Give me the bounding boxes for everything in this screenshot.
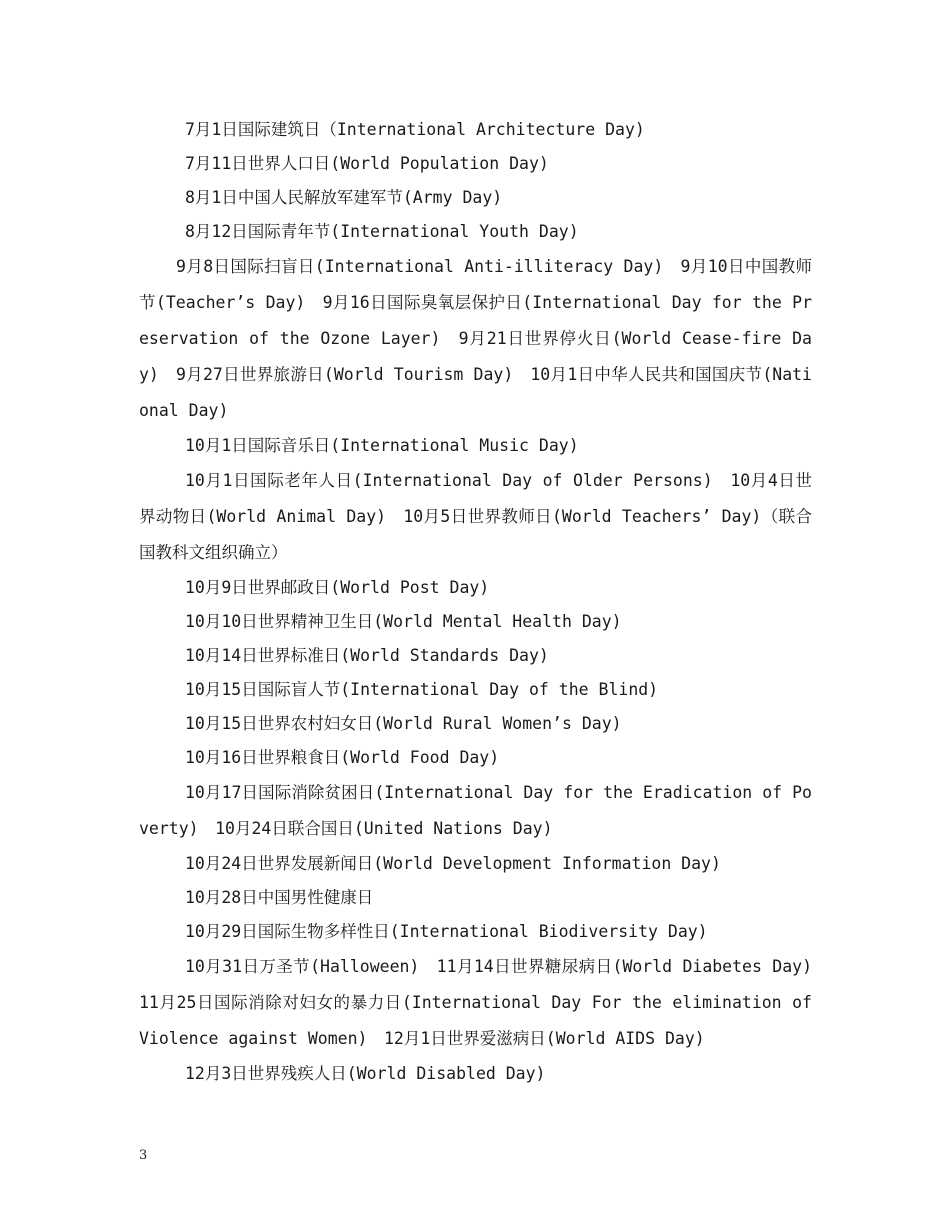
paragraph-september-days: 9月8日国际扫盲日(International Anti-illiteracy Day) 9月10日中国教师节(Teacher’s Day) 9月16日国际臭氧层保护日(International Day for the Preservation of the Ozone Layer) 9月21日世界停火日(World Cease-fire Day) 9月27日世界旅游日(World Tourism Day) 10月1日中华人民共和国国庆节(National Day)	[139, 257, 812, 420]
paragraph-standards-day: 10月14日世界标准日(World Standards Day)	[185, 646, 549, 665]
paragraph-architecture-day: 7月1日国际建筑日（International Architecture Day)	[185, 120, 645, 139]
paragraph-poverty-eradication-day: 10月17日国际消除贫困日(International Day for the Eradication of Poverty) 10月24日联合国日(United Nations Day)	[139, 783, 812, 838]
paragraph-youth-day: 8月12日国际青年节(International Youth Day)	[185, 222, 579, 241]
paragraph-post-day: 10月9日世界邮政日(World Post Day)	[185, 578, 490, 597]
paragraph-disabled-day: 12月3日世界残疾人日(World Disabled Day)	[185, 1064, 546, 1083]
paragraph-halloween-and-november-days: 10月31日万圣节(Halloween) 11月14日世界糖尿病日(World Diabetes Day) 11月25日国际消除对妇女的暴力日(International Day For the elimination of Violence against Women) 12月1日世界爱滋病日(World AIDS Day)	[139, 957, 829, 1048]
paragraph-population-day: 7月11日世界人口日(World Population Day)	[185, 154, 549, 173]
paragraph-mental-health-day: 10月10日世界精神卫生日(World Mental Health Day)	[185, 612, 622, 631]
paragraph-army-day: 8月1日中国人民解放军建军节(Army Day)	[185, 188, 503, 207]
paragraph-blind-day: 10月15日国际盲人节(International Day of the Blind)	[185, 680, 659, 699]
paragraph-male-health-day: 10月28日中国男性健康日	[185, 888, 374, 907]
paragraph-rural-women-day: 10月15日世界农村妇女日(World Rural Women’s Day)	[185, 714, 622, 733]
paragraph-biodiversity-day: 10月29日国际生物多样性日(International Biodiversity Day)	[185, 922, 708, 941]
page-number: 3	[139, 1148, 148, 1163]
paragraph-older-persons-day: 10月1日国际老年人日(International Day of Older Persons) 10月4日世界动物日(World Animal Day) 10月5日世界教师日(World Teachers’ Day)（联合国教科文组织确立）	[139, 471, 812, 562]
paragraph-music-day: 10月1日国际音乐日(International Music Day)	[185, 436, 579, 455]
document-body	[139, 113, 829, 1091]
paragraph-development-information-day: 10月24日世界发展新闻日(World Development Information Day)	[185, 854, 721, 873]
paragraph-food-day: 10月16日世界粮食日(World Food Day)	[185, 748, 500, 767]
